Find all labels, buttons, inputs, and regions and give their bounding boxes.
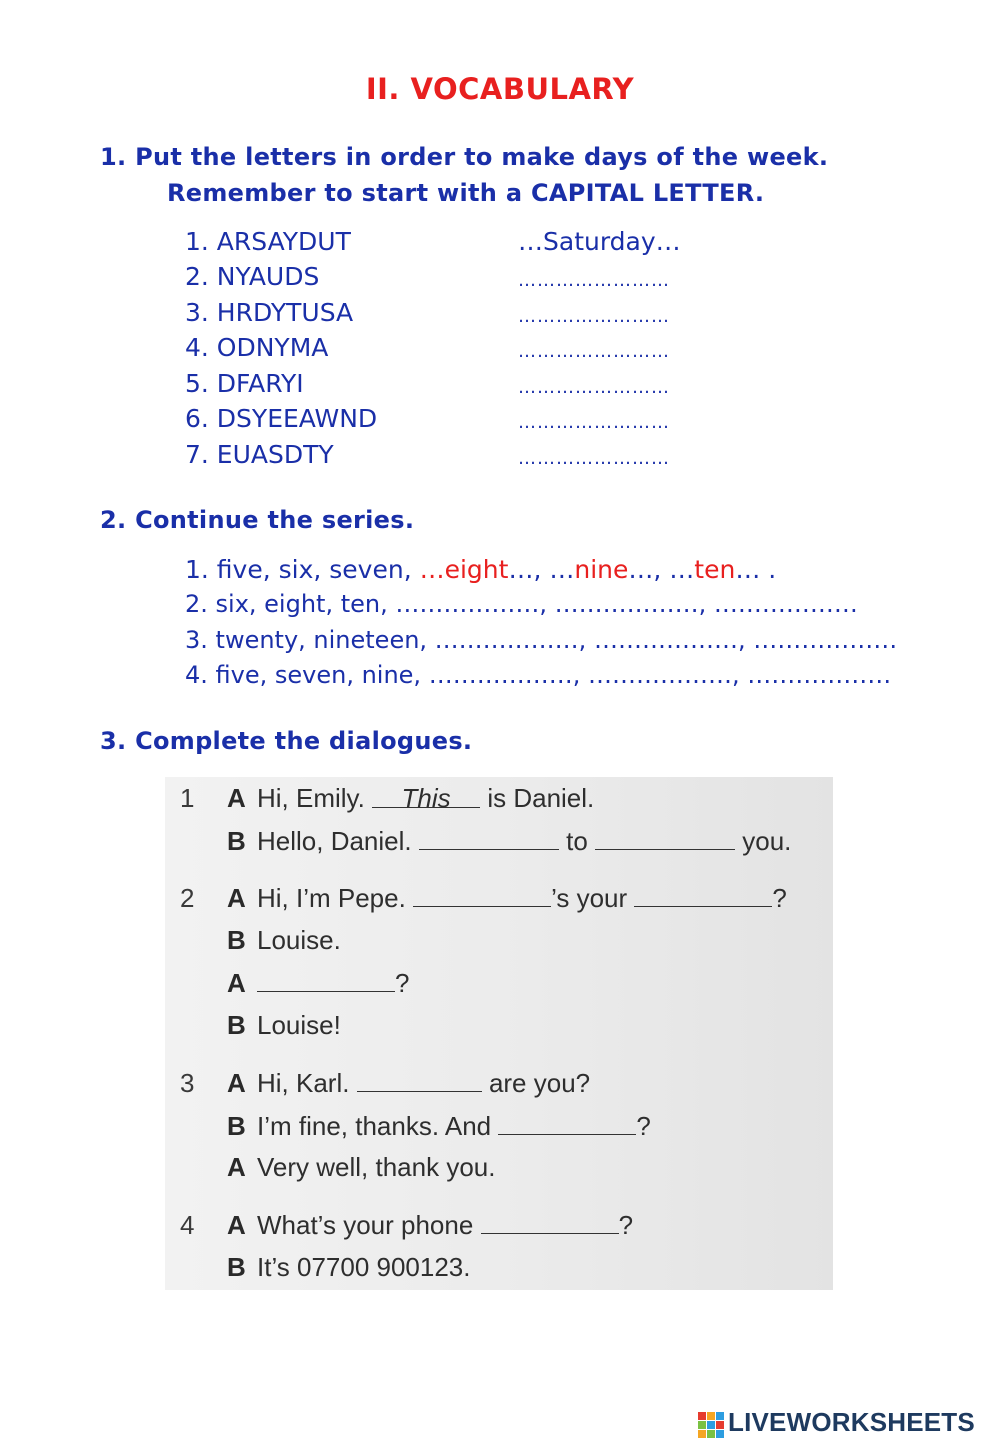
- dialogue-text: Hello, Daniel.: [257, 826, 412, 856]
- dialogue-2-line-a: [180, 882, 787, 914]
- dialogue-number: 2: [180, 883, 195, 913]
- dialogue-blank[interactable]: [634, 882, 772, 907]
- day-item-answer[interactable]: …Saturday…: [518, 227, 681, 256]
- dialogue-blank[interactable]: [357, 1067, 482, 1092]
- dialogue-blank[interactable]: [257, 967, 395, 992]
- speaker-label: A: [227, 783, 246, 813]
- section1-instruction-line1: 1. Put the letters in order to make days of the week.: [100, 143, 829, 171]
- day-item-label: 4. ODNYMA: [185, 333, 329, 362]
- series-dots: …, …: [628, 555, 695, 584]
- section1-instruction-line2: Remember to start with a CAPITAL LETTER.: [167, 179, 765, 207]
- dialogue-text: Hi, Emily.: [257, 783, 365, 813]
- day-item-answer[interactable]: ……………………: [518, 412, 670, 433]
- dialogue-text: you.: [742, 826, 792, 856]
- dialogue-number: 1: [180, 783, 195, 813]
- dialogue-text: is Daniel.: [487, 783, 595, 813]
- speaker-label: B: [227, 826, 246, 856]
- dialogue-3-line-a: [180, 1067, 590, 1099]
- dialogue-text: Hi, I’m Pepe.: [257, 883, 406, 913]
- dialogue-blank[interactable]: [498, 1110, 636, 1135]
- day-item-label: 1. ARSAYDUT: [185, 227, 351, 256]
- dialogue-text: Louise.: [257, 925, 341, 955]
- series-prefix: 1. five, six, seven,: [185, 555, 420, 584]
- section3-instruction: 3. Complete the dialogues.: [100, 727, 473, 755]
- dialogue-text: ?: [772, 883, 787, 913]
- day-item-answer[interactable]: ……………………: [518, 306, 670, 327]
- speaker-label: A: [227, 1210, 246, 1240]
- series-line-2[interactable]: 2. six, eight, ten, ………………, ………………, ………………: [185, 590, 858, 618]
- day-item-answer[interactable]: ……………………: [518, 270, 670, 291]
- dialogue-1-line-a: [180, 783, 594, 814]
- speaker-label: B: [227, 1252, 246, 1282]
- speaker-label: A: [227, 883, 246, 913]
- day-item-answer[interactable]: ……………………: [518, 341, 670, 362]
- speaker-label: B: [227, 925, 246, 955]
- series-line-3[interactable]: 3. twenty, nineteen, ………………, ………………, ………………: [185, 626, 898, 654]
- dialogue-blank[interactable]: [419, 825, 559, 850]
- logo-grid-icon: [697, 1411, 725, 1439]
- dialogue-blank[interactable]: [481, 1209, 619, 1234]
- dialogue-4-line-a: [180, 1209, 633, 1241]
- day-item-label: 2. NYAUDS: [185, 262, 320, 291]
- day-item-answer[interactable]: ……………………: [518, 377, 670, 398]
- series-suffix: … .: [735, 555, 777, 584]
- speaker-label: B: [227, 1010, 246, 1040]
- dialogue-1-line-b: [227, 825, 791, 857]
- dialogue-text: It’s 07700 900123.: [257, 1252, 471, 1282]
- dialogue-3-line-b: [227, 1110, 651, 1142]
- day-item-answer[interactable]: ……………………: [518, 448, 670, 469]
- dialogue-text: are you?: [488, 1068, 591, 1098]
- speaker-label: B: [227, 1111, 246, 1141]
- speaker-label: A: [227, 1152, 246, 1182]
- dialogue-2-line-b2: [227, 1010, 341, 1041]
- dialogue-2-line-b: [227, 925, 341, 956]
- dialogue-blank[interactable]: [595, 825, 735, 850]
- dialogue-3-line-a2: [227, 1152, 495, 1183]
- dialogue-blank[interactable]: This: [372, 783, 480, 808]
- dialogue-text: I’m fine, thanks. And: [257, 1111, 492, 1141]
- dialogue-text: ?: [636, 1111, 651, 1141]
- series-answer-3[interactable]: ten: [694, 555, 736, 584]
- dialogue-2-line-a2: [227, 967, 409, 999]
- dialogue-text: to: [566, 826, 588, 856]
- speaker-label: A: [227, 1068, 246, 1098]
- day-item-label: 3. HRDYTUSA: [185, 298, 354, 327]
- dialogue-text: ’s your: [551, 883, 628, 913]
- dialogue-image: [165, 777, 833, 1290]
- day-item-label: 5. DFARYI: [185, 369, 304, 398]
- series-line-4[interactable]: 4. five, seven, nine, ………………, ………………, ………………: [185, 661, 892, 689]
- dialogue-text: What’s your phone: [257, 1210, 474, 1240]
- series-dots: …: [419, 555, 445, 584]
- dialogue-text: Louise!: [257, 1010, 341, 1040]
- series-answer-2[interactable]: nine: [574, 555, 629, 584]
- dialogue-text: ?: [618, 1210, 634, 1240]
- dialogue-number: 3: [180, 1068, 195, 1098]
- dialogue-text: Very well, thank you.: [257, 1152, 496, 1182]
- series-dots: …, …: [508, 555, 575, 584]
- speaker-label: A: [227, 968, 246, 998]
- dialogue-4-line-b: [227, 1252, 470, 1283]
- series-line-1: [185, 555, 776, 584]
- logo-text: LIVEWORKSHEETS: [728, 1407, 975, 1437]
- day-item-label: 6. DSYEEAWND: [185, 404, 378, 433]
- day-item-label: 7. EUASDTY: [185, 440, 334, 469]
- dialogue-blank[interactable]: [413, 882, 551, 907]
- dialogue-text: ?: [395, 968, 410, 998]
- series-answer-1[interactable]: eight: [444, 555, 509, 584]
- dialogue-text: Hi, Karl.: [257, 1068, 350, 1098]
- dialogue-number: 4: [180, 1210, 195, 1240]
- section2-instruction: 2. Continue the series.: [100, 506, 415, 534]
- page-title: II. VOCABULARY: [365, 72, 635, 106]
